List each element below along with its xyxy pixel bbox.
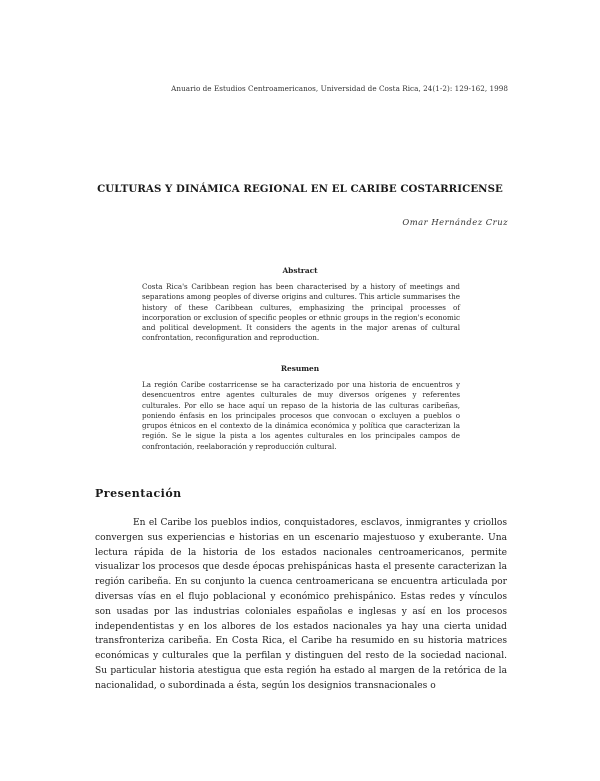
abstract-heading: Abstract <box>282 266 318 275</box>
journal-citation: Anuario de Estudios Centroamericanos, Universidad de Costa Rica, 24(1-2): 129-162, 1998 <box>171 84 508 93</box>
abstract-paragraph: Costa Rica's Caribbean region has been characterised by a history of meetings and separations among peoples of diverse origins and cultures. This article summarises the history of these Caribbean cultures, emphasizing the principal processes of incorporation or exclusion of specific peoples or ethnic groups in the region's economic and political development. It considers the agents in the major arenas of cultural confrontation, reconfiguration and reproduction. <box>142 282 460 343</box>
abstract-text <box>142 282 460 344</box>
section-heading: Presentación <box>95 487 182 500</box>
resumen-paragraph: La región Caribe costarricense se ha caracterizado por una historia de encuentros y desencuentros entre agentes culturales de muy diversos orígenes y referentes culturales. Por ello se hace aquí un repaso de la historia de las culturas caribeñas, poniendo énfasis en los principales procesos que convocan o excluyen a pueblos o grupos étnicos en el contexto de la dinámica económica y política que caracterizan la región. Se le sigue la pista a los agentes culturales en los principales campos de confrontación, reelaboración y reproducción cultural. <box>142 380 460 451</box>
resumen-text <box>142 380 460 452</box>
author-name: Omar Hernández Cruz <box>402 217 508 227</box>
body-paragraph: En el Caribe los pueblos indios, conquistadores, esclavos, inmigrantes y criollos convergen sus experiencias e historias en un escenario majestuoso y exuberante. Una lectura rápida de la historia de los estados nacionales centroamericanos, permite visualizar los procesos que desde épocas prehispánicas hasta el presente caracterizan la región caribeña. En su conjunto la cuenca centroamericana se encuentra articulada por diversas vías en el flujo poblacional y económico prehispánico. Estas redes y vínculos son usadas por las industrias coloniales españolas e inglesas y así en los procesos independentistas y en los albores de los estados nacionales ya hay una cierta unidad transfronteriza caribeña. En Costa Rica, el Caribe ha resumido en su historia matrices económicas y culturales que la perfilan y distinguen del resto de la sociedad nacional. Su particular historia atestigua que esta región ha estado al margen de la retórica de la nacionalidad, o subordinada a ésta, según los designios transnacionales o <box>95 518 507 691</box>
body-text <box>95 516 507 694</box>
resumen-heading: Resumen <box>280 364 320 373</box>
article-title: CULTURAS Y DINÁMICA REGIONAL EN EL CARIBE COSTARRICENSE <box>97 183 503 195</box>
